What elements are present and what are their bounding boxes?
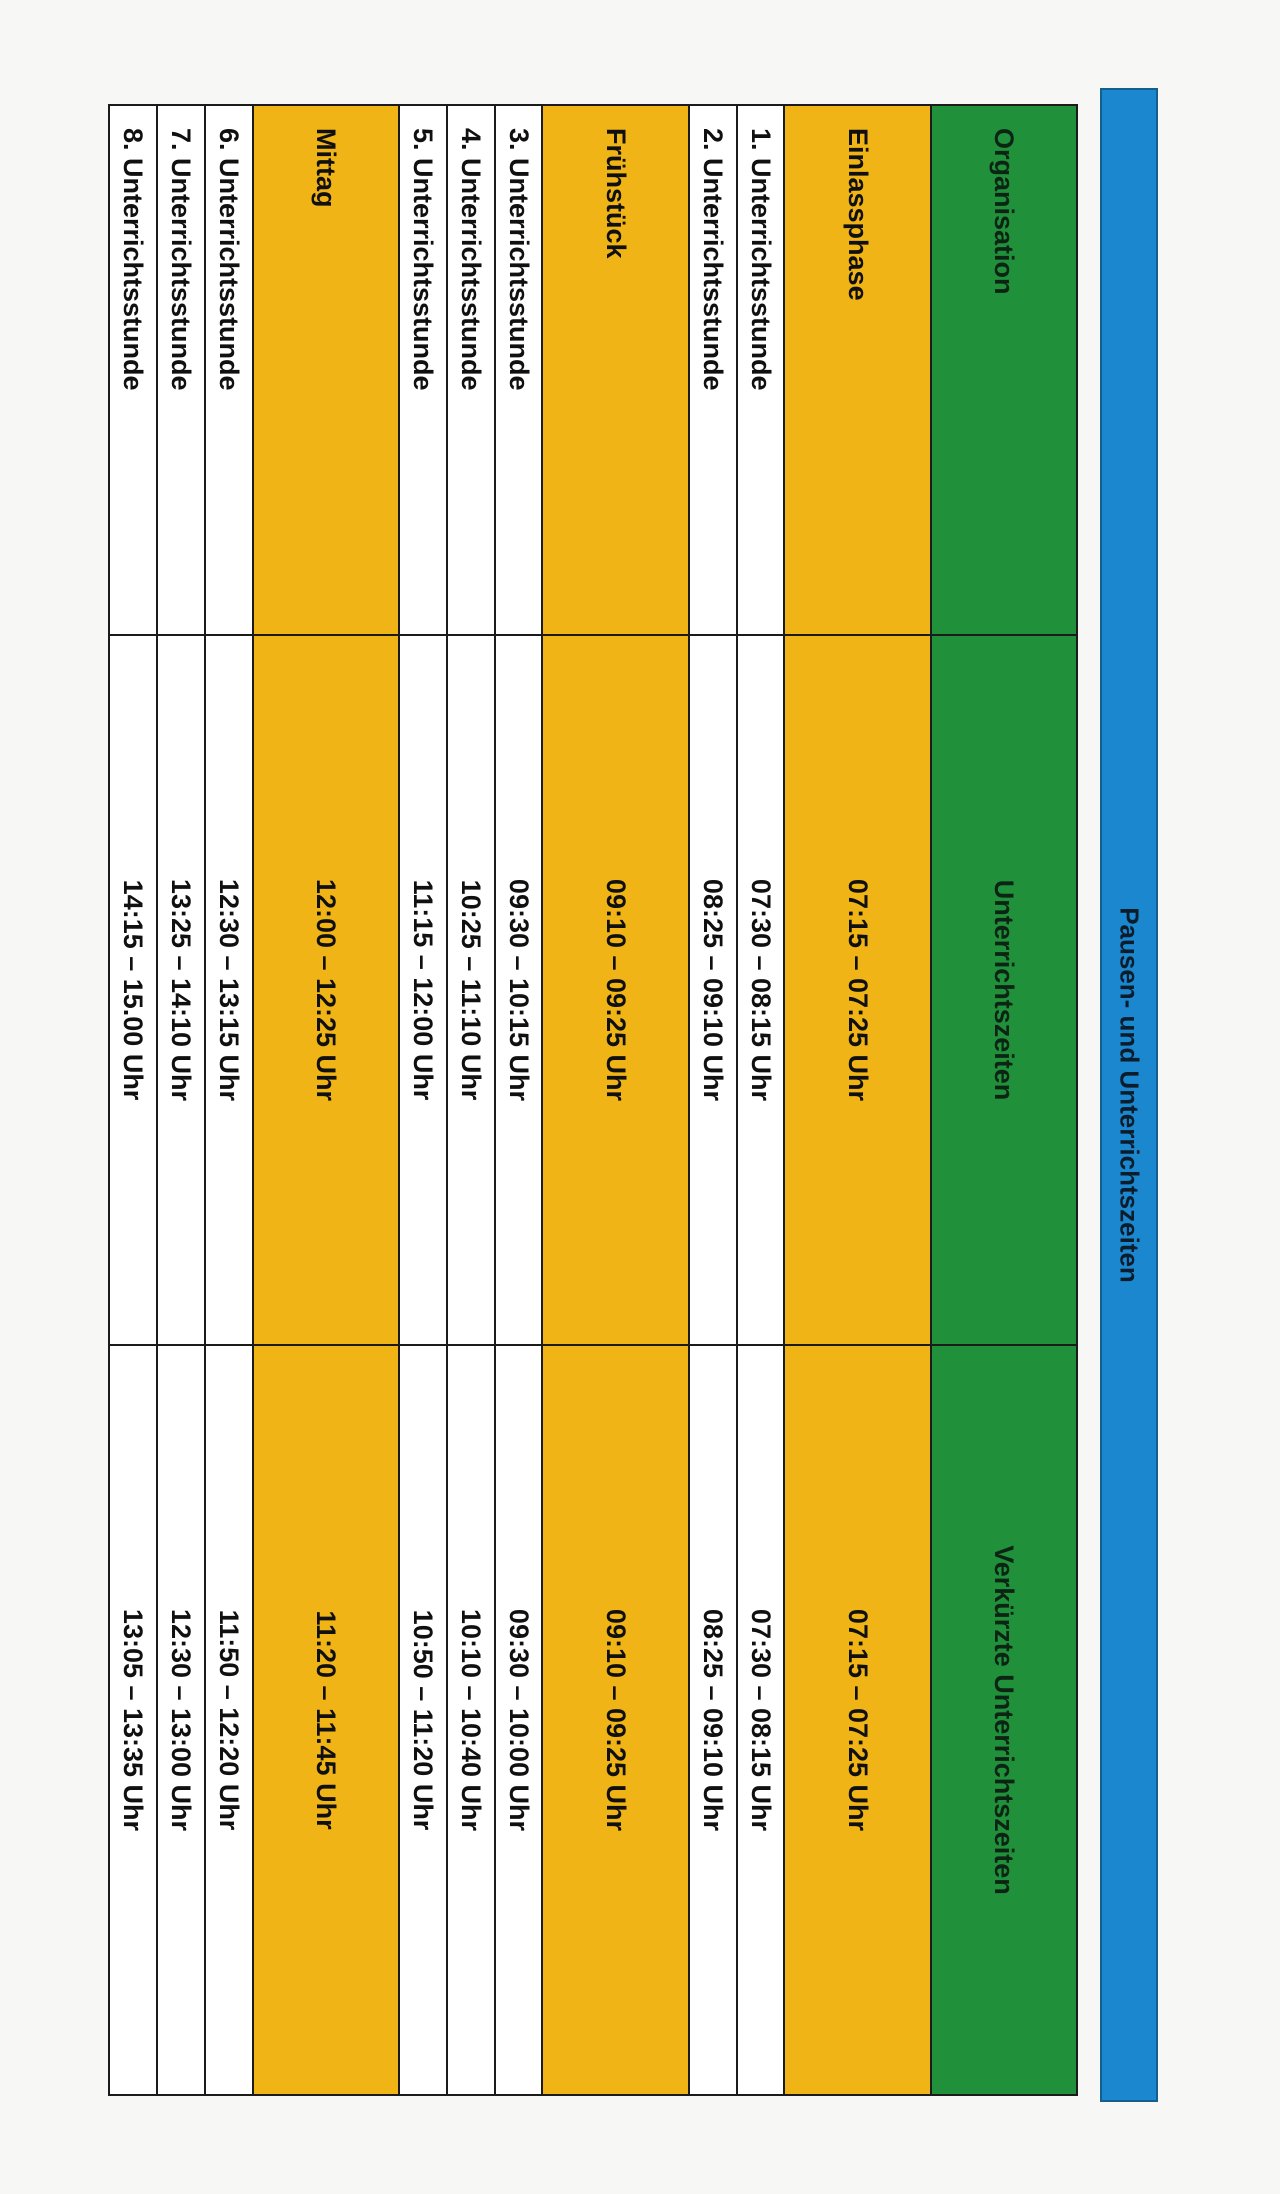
title-bar [1100,88,1158,2102]
row-label: 7. Unterrichtsstunde [157,105,205,635]
table-row-mittag [253,105,399,2095]
row-label: 2. Unterrichtsstunde [689,105,737,635]
row-label: Mittag [253,105,399,635]
row-short-time: 12:30 – 13:00 Uhr [157,1345,205,2095]
row-short-time: 07:30 – 08:15 Uhr [737,1345,785,2095]
row-normal-time: 08:25 – 09:10 Uhr [689,635,737,1345]
table-row [495,105,543,2095]
schedule-table-wrapper [108,104,1078,2094]
table-row-einlassphase [784,105,930,2095]
table-row [737,105,785,2095]
table-row [399,105,447,2095]
row-short-time: 11:50 – 12:20 Uhr [205,1345,253,2095]
row-normal-time: 13:25 – 14:10 Uhr [157,635,205,1345]
row-normal-time: 07:15 – 07:25 Uhr [784,635,930,1345]
row-label: Einlassphase [784,105,930,635]
header-organisation: Organisation [931,105,1077,635]
row-label: 3. Unterrichtsstunde [495,105,543,635]
table-header-row [931,105,1077,2095]
schedule-table [108,104,1078,2096]
row-label: 4. Unterrichtsstunde [447,105,495,635]
row-normal-time: 09:10 – 09:25 Uhr [542,635,688,1345]
row-normal-time: 14:15 – 15.00 Uhr [109,635,157,1345]
table-row-fruehstueck [542,105,688,2095]
row-normal-time: 10:25 – 11:10 Uhr [447,635,495,1345]
row-label: Frühstück [542,105,688,635]
header-verkuerzte-unterrichtszeiten: Verkürzte Unterrichtszeiten [931,1345,1077,2095]
row-normal-time: 11:15 – 12:00 Uhr [399,635,447,1345]
row-label: 8. Unterrichtsstunde [109,105,157,635]
row-short-time: 11:20 – 11:45 Uhr [253,1345,399,2095]
row-normal-time: 12:30 – 13:15 Uhr [205,635,253,1345]
row-label: 5. Unterrichtsstunde [399,105,447,635]
row-short-time: 10:50 – 11:20 Uhr [399,1345,447,2095]
header-unterrichtszeiten: Unterrichtszeiten [931,635,1077,1345]
row-normal-time: 09:30 – 10:15 Uhr [495,635,543,1345]
row-label: 6. Unterrichtsstunde [205,105,253,635]
row-normal-time: 07:30 – 08:15 Uhr [737,635,785,1345]
page-title: Pausen- und Unterrichtszeiten [1114,907,1145,1283]
table-row [157,105,205,2095]
row-short-time: 13:05 – 13:35 Uhr [109,1345,157,2095]
row-short-time: 08:25 – 09:10 Uhr [689,1345,737,2095]
row-short-time: 09:10 – 09:25 Uhr [542,1345,688,2095]
row-short-time: 09:30 – 10:00 Uhr [495,1345,543,2095]
row-normal-time: 12:00 – 12:25 Uhr [253,635,399,1345]
table-row [109,105,157,2095]
table-row [205,105,253,2095]
row-short-time: 07:15 – 07:25 Uhr [784,1345,930,2095]
table-row [689,105,737,2095]
row-short-time: 10:10 – 10:40 Uhr [447,1345,495,2095]
row-label: 1. Unterrichtsstunde [737,105,785,635]
table-row [447,105,495,2095]
